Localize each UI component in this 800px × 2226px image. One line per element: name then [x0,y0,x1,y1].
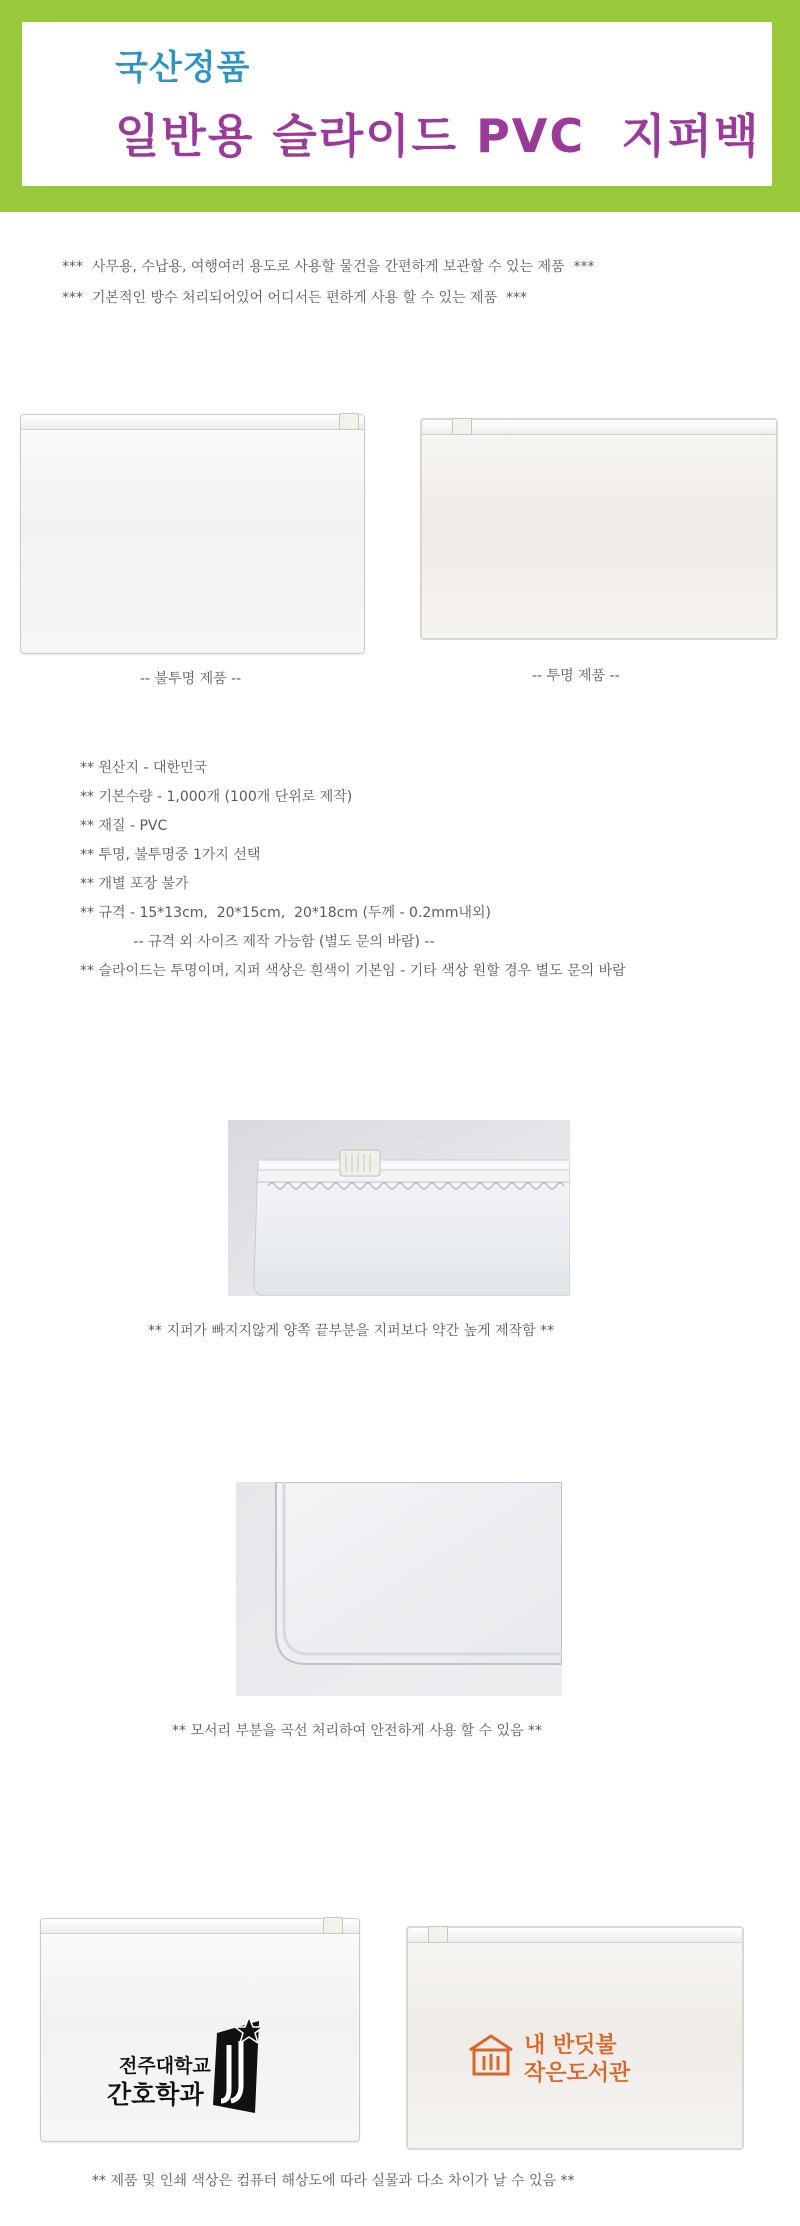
rounded-corner-illustration [236,1482,562,1696]
logo-text-line2: 간호학과 [107,2080,204,2109]
zipper-track [41,1919,359,1934]
university-emblem-icon [209,2015,265,2119]
spec-line: ** 재질 - PVC [80,818,168,834]
spec-line: ** 원산지 - 대한민국 [80,760,208,776]
zipper-slider [428,1926,448,1943]
zipper-slider [339,413,359,430]
logo-text-line2: 작은도서관 [524,2061,631,2086]
zipper-track [21,415,364,430]
printed-sample-right [406,1926,744,2150]
printed-sample-left [40,1918,360,2142]
zipper-track [422,420,776,435]
header-title: 일반용 슬라이드 PVC 지퍼백 [115,109,761,163]
rounded-corner-photo [236,1482,562,1696]
zipper-slider [452,418,472,435]
logo-text-line1: 전주대학교 [119,2055,211,2077]
spec-line: ** 개별 포장 불가 [80,876,189,892]
zipper-end-caption: ** 지퍼가 빠지지않게 양쪽 끝부분을 지퍼보다 약간 높게 제작함 ** [148,1323,555,1339]
zipper-track [408,1928,742,1943]
footer-note: ** 제품 및 인쇄 색상은 컴퓨터 해상도에 따라 실물과 다소 차이가 날 수 있음 ** [92,2173,575,2189]
zipper-slider [323,1917,343,1934]
spec-line: ** 슬라이드는 투명이며, 지퍼 색상은 흰색이 기본임 - 기타 색상 원할 경우 별도 문의 바람 [80,963,626,979]
library-house-icon [466,2032,516,2078]
rounded-corner-caption: ** 모서리 부분을 곡선 처리하여 안전하게 사용 할 수 있음 ** [172,1723,543,1739]
zipper-end-photo [228,1120,570,1296]
spec-line: ** 기본수량 - 1,000개 (100개 단위로 제작) [80,789,353,805]
clear-pouch-image [420,418,778,640]
logo-text-line1: 내 반딧불 [524,2033,617,2058]
spec-line: ** 규격 - 15*13cm, 20*15cm, 20*18cm (두께 - 0.2mm내외) [80,905,492,921]
intro-line-1: *** 사무용, 수납용, 여행여러 용도로 사용할 물건을 간편하게 보관할 수 있는 제품 *** [62,259,595,275]
opaque-pouch-image [20,414,365,654]
intro-line-2: *** 기본적인 방수 처리되어있어 어디서든 편하게 사용 할 수 있는 제품 *** [62,290,527,306]
spec-line: ** 투명, 불투명중 1가지 선택 [80,847,261,863]
header-subtitle: 국산정품 [115,48,251,88]
zipper-end-illustration [228,1120,570,1296]
opaque-caption: -- 불투명 제품 -- [140,671,242,687]
clear-caption: -- 투명 제품 -- [532,668,620,684]
spec-line: -- 규격 외 사이즈 제작 가능함 (별도 문의 바람) -- [80,934,435,950]
